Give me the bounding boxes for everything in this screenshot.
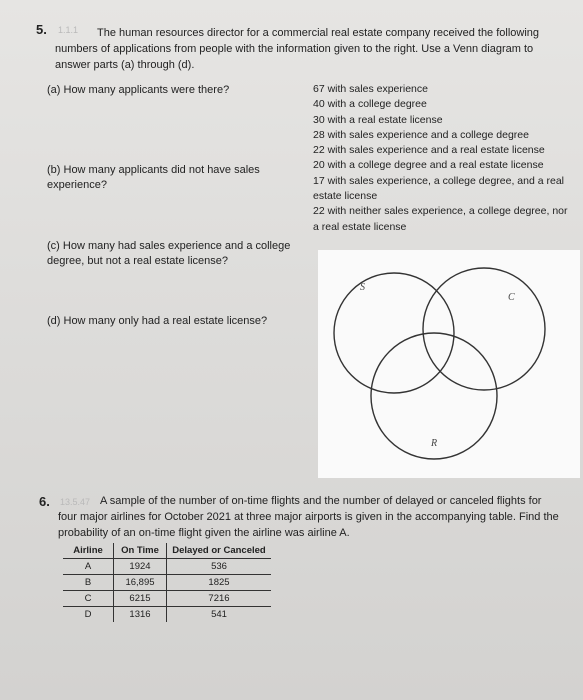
part-b-line-2: experience? xyxy=(47,179,107,191)
on-time-cell: 1316 xyxy=(114,607,167,623)
question-5-intro-line-3: answer parts (a) through (d). xyxy=(55,59,195,71)
on-time-cell: 6215 xyxy=(114,591,167,607)
airline-cell: D xyxy=(84,609,92,620)
delayed-cell: 541 xyxy=(211,609,227,620)
question-5-intro-line-2: numbers of applications from people with the information given to the right. Use a Venn diagram to xyxy=(55,43,534,55)
part-c-question xyxy=(47,239,290,269)
info-line: 22 with sales experience and a real estate license xyxy=(313,144,545,157)
info-line: 17 with sales experience, a college degree, and a real xyxy=(313,174,564,187)
question-5-intro-line-1: The human resources director for a commercial real estate company received the following xyxy=(97,27,540,39)
airline-cell: A xyxy=(84,561,92,572)
table-row xyxy=(63,559,271,575)
venn-diagram-area xyxy=(318,250,580,478)
header-delayed-or-canceled: Delayed or Canceled xyxy=(172,545,266,556)
info-line: 67 with sales experience xyxy=(313,83,428,95)
venn-label-c: C xyxy=(508,292,515,303)
part-a-question: (a) How many applicants were there? xyxy=(47,84,230,96)
header-on-time: On Time xyxy=(114,543,167,559)
table-row xyxy=(63,575,271,591)
part-b-line-1: (b) How many applicants did not have sales xyxy=(47,164,260,176)
venn-diagram xyxy=(318,250,580,478)
header-airline: Airline xyxy=(73,545,103,556)
info-line: 22 with neither sales experience, a college degree, nor xyxy=(313,205,568,218)
table-header-row xyxy=(63,543,271,559)
question-5-reference: 1.1.1 xyxy=(58,25,79,35)
venn-circle-c xyxy=(423,268,545,390)
info-line: 40 with a college degree xyxy=(313,98,427,111)
info-line: 20 with a college degree and a real estate license xyxy=(313,159,544,172)
question-6-reference: 13.5.47 xyxy=(60,497,91,507)
info-line: 30 with a real estate license xyxy=(313,113,443,126)
delayed-cell: 1825 xyxy=(208,577,230,588)
delayed-cell: 536 xyxy=(211,561,227,572)
question-6-line-2: four major airlines for October 2021 at three major airports is given in the accompanying table. Find the xyxy=(58,511,559,523)
part-d-question: (d) How many only had a real estate license? xyxy=(47,315,268,327)
info-line: a real estate license xyxy=(313,220,407,233)
part-c-line-1: (c) How many had sales experience and a college xyxy=(47,240,291,252)
on-time-cell: 16,895 xyxy=(114,575,167,591)
applicant-info-list xyxy=(313,82,568,235)
delayed-cell: 7216 xyxy=(208,593,230,604)
flights-table xyxy=(63,543,271,622)
airline-cell: B xyxy=(84,577,92,588)
venn-label-r: R xyxy=(431,438,438,449)
part-c-line-2: degree, but not a real estate license? xyxy=(47,255,229,267)
info-line: estate license xyxy=(313,190,378,203)
table-row xyxy=(63,591,271,607)
part-b-question xyxy=(47,163,260,193)
question-6-line-3: probability of an on-time flight given the airline was airline A. xyxy=(58,527,350,539)
info-line: 28 with sales experience and a college degree xyxy=(313,128,529,141)
question-6-number: 6. xyxy=(39,494,50,509)
venn-label-s: S xyxy=(360,282,365,293)
table-row xyxy=(63,607,271,623)
airline-cell: C xyxy=(84,593,92,604)
question-6-line-1: A sample of the number of on-time flights and the number of delayed or canceled flights for xyxy=(100,495,542,507)
on-time-cell: 1924 xyxy=(114,559,167,575)
question-5-number: 5. xyxy=(36,22,47,37)
